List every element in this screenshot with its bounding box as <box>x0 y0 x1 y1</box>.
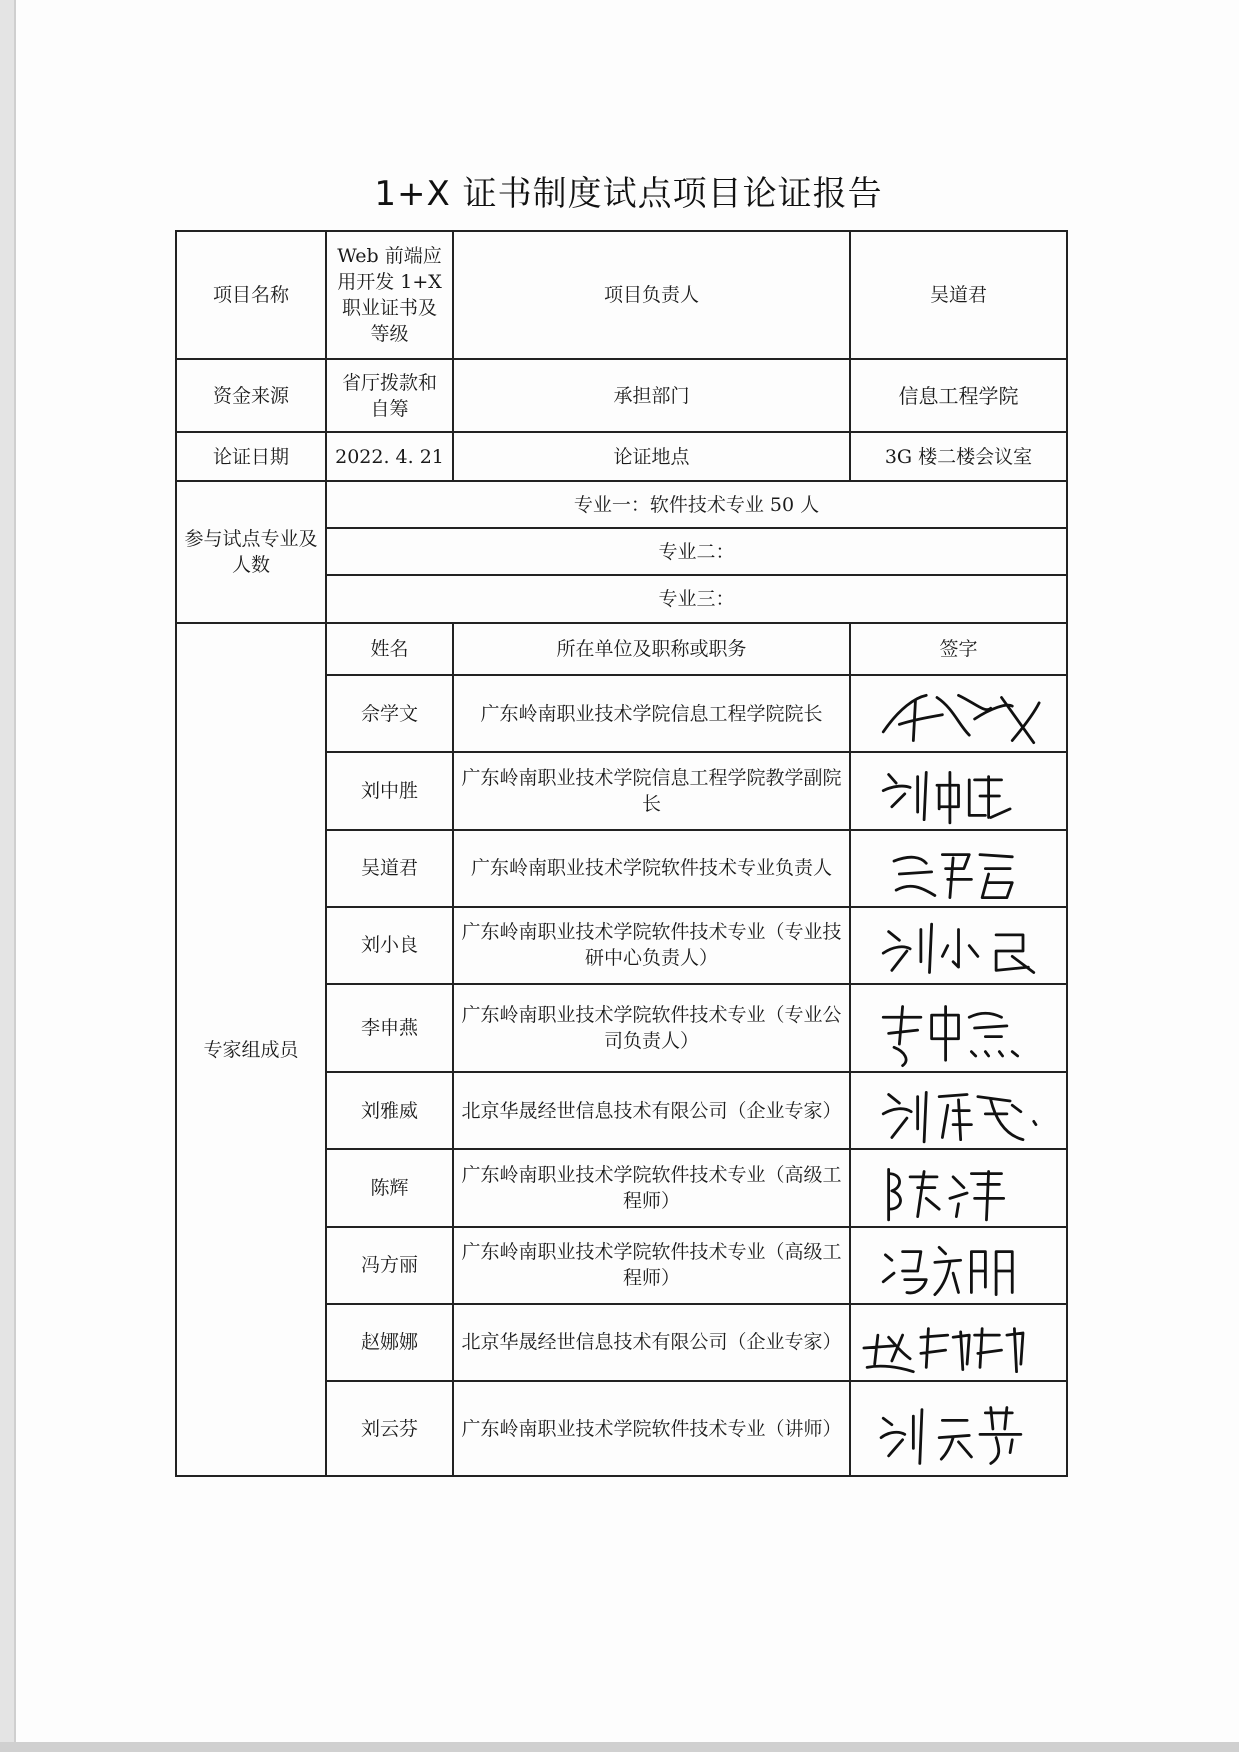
signature <box>850 907 1067 984</box>
fund-value: 省厅拨款和自筹 <box>326 359 453 432</box>
member-name: 刘云芬 <box>326 1381 453 1476</box>
signature <box>850 1149 1067 1226</box>
row-major-1 <box>176 481 1067 528</box>
signature <box>850 752 1067 829</box>
member-name: 吴道君 <box>326 830 453 907</box>
member-unit: 广东岭南职业技术学院信息工程学院教学副院长 <box>453 752 850 829</box>
signature <box>850 1072 1067 1149</box>
member-unit: 北京华晟经世信息技术有限公司（企业专家） <box>453 1072 850 1149</box>
fund-label: 资金来源 <box>176 359 326 432</box>
signature <box>850 1381 1067 1476</box>
member-name: 佘学文 <box>326 675 453 752</box>
member-unit: 北京华晟经世信息技术有限公司（企业专家） <box>453 1304 850 1381</box>
date-label: 论证日期 <box>176 432 326 481</box>
header-name: 姓名 <box>326 623 453 675</box>
member-name: 赵娜娜 <box>326 1304 453 1381</box>
date-value: 2022. 4. 21 <box>326 432 453 481</box>
handwritten-signature <box>851 985 1066 1071</box>
handwritten-signature <box>851 1386 1066 1472</box>
row-project <box>176 231 1067 359</box>
member-unit: 广东岭南职业技术学院软件技术专业（专业技研中心负责人） <box>453 907 850 984</box>
member-unit: 广东岭南职业技术学院软件技术专业（讲师） <box>453 1381 850 1476</box>
signature <box>850 1304 1067 1381</box>
header-sign: 签字 <box>850 623 1067 675</box>
member-name: 刘中胜 <box>326 752 453 829</box>
signature <box>850 1227 1067 1304</box>
leader-value: 吴道君 <box>850 231 1067 359</box>
member-unit: 广东岭南职业技术学院信息工程学院院长 <box>453 675 850 752</box>
majors-label: 参与试点专业及人数 <box>176 481 326 623</box>
signature <box>850 830 1067 907</box>
signature <box>850 984 1067 1072</box>
project-name-value: Web 前端应用开发 1+X 职业证书及等级 <box>326 231 453 359</box>
dept-label: 承担部门 <box>453 359 850 432</box>
project-name-label: 项目名称 <box>176 231 326 359</box>
handwritten-signature <box>851 1228 1066 1303</box>
dept-value: 信息工程学院 <box>850 359 1067 432</box>
member-name: 陈辉 <box>326 1149 453 1226</box>
major-1: 专业一：软件技术专业 50 人 <box>326 481 1067 528</box>
handwritten-signature <box>851 676 1066 751</box>
member-name: 冯方丽 <box>326 1227 453 1304</box>
handwritten-signature <box>851 1150 1066 1225</box>
row-date <box>176 432 1067 481</box>
header-unit: 所在单位及职称或职务 <box>453 623 850 675</box>
handwritten-signature <box>851 1305 1066 1380</box>
member-unit: 广东岭南职业技术学院软件技术专业（高级工程师） <box>453 1149 850 1226</box>
member-name: 刘雅威 <box>326 1072 453 1149</box>
page-title: 1+X 证书制度试点项目论证报告 <box>374 174 883 214</box>
report-table <box>175 230 1068 1477</box>
handwritten-signature <box>851 908 1066 983</box>
member-name: 刘小良 <box>326 907 453 984</box>
document-page <box>14 0 1239 1742</box>
leader-label: 项目负责人 <box>453 231 850 359</box>
place-value: 3G 楼二楼会议室 <box>850 432 1067 481</box>
handwritten-signature <box>851 831 1066 906</box>
signature <box>850 675 1067 752</box>
handwritten-signature <box>851 753 1066 828</box>
handwritten-signature <box>851 1073 1066 1148</box>
row-fund <box>176 359 1067 432</box>
member-unit: 广东岭南职业技术学院软件技术专业（高级工程师） <box>453 1227 850 1304</box>
experts-label: 专家组成员 <box>176 623 326 1476</box>
member-unit: 广东岭南职业技术学院软件技术专业（专业公司负责人） <box>453 984 850 1072</box>
place-label: 论证地点 <box>453 432 850 481</box>
scan-edge <box>0 1742 1239 1752</box>
experts-header-row <box>176 623 1067 675</box>
member-name: 李申燕 <box>326 984 453 1072</box>
major-3: 专业三： <box>326 575 1067 623</box>
member-unit: 广东岭南职业技术学院软件技术专业负责人 <box>453 830 850 907</box>
major-2: 专业二： <box>326 528 1067 575</box>
